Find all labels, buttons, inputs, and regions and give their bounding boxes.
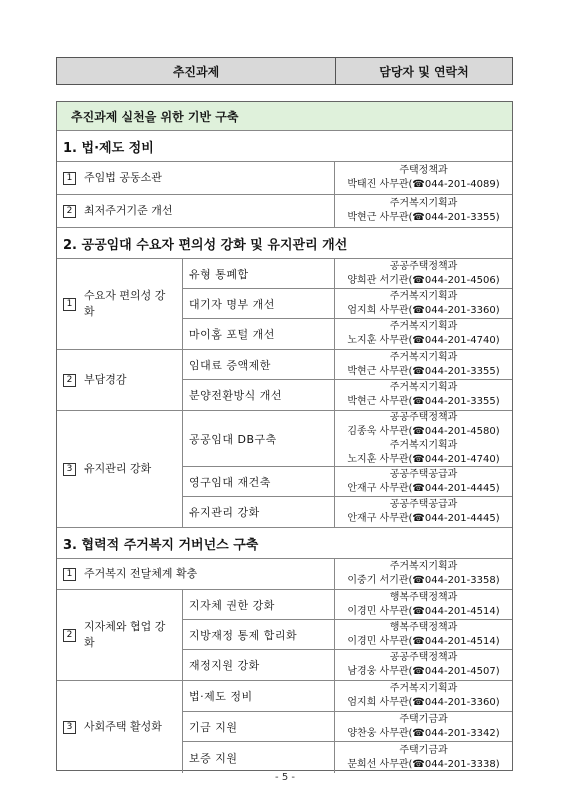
contact-column <box>335 350 512 410</box>
section-title: 3. 협력적 주거복지 거버넌스 구축 <box>57 528 512 559</box>
table-row <box>57 559 512 590</box>
contact-person: 이경민 사무관(☎044-201-4514) <box>347 635 500 647</box>
dept-name: 주거복지기획과 <box>389 382 458 393</box>
contact-person: 남경웅 사무관(☎044-201-4507) <box>347 666 500 677</box>
contact-person: 엄지희 사무관(☎044-201-3360) <box>347 304 500 316</box>
number-box: 1 <box>63 172 76 185</box>
table-row <box>57 350 512 411</box>
dept-name: 주택기금과 <box>399 744 448 756</box>
contact-person: 이중기 서기관(☎044-201-3358) <box>347 575 500 586</box>
dept-name: 주거복지기획과 <box>389 439 458 451</box>
contact-cell <box>335 467 512 497</box>
section-foundation-title: 추진과제 실천을 위한 기반 구축 <box>57 102 512 131</box>
subtask: 재정지원 강화 <box>189 659 260 672</box>
contact-column <box>335 259 512 349</box>
contact-cell <box>335 620 512 650</box>
dept-name: 공공주택공급과 <box>389 468 458 480</box>
subtask: 지방재정 통제 합리화 <box>183 620 334 650</box>
contact-person: 엄지희 사무관(☎044-201-3360) <box>347 697 500 708</box>
contact-person: 노지훈 사무관(☎044-201-4740) <box>347 335 500 346</box>
contact-column <box>335 590 512 680</box>
contact-cell <box>335 681 512 712</box>
dept-name: 주택기금과 <box>399 713 448 725</box>
contact-person: 문희선 사무관(☎044-201-3338) <box>347 758 500 770</box>
subtask: 공공임대 DB구축 <box>183 411 334 467</box>
contact-person: 이경민 사무관(☎044-201-4514) <box>347 605 500 617</box>
table-row <box>57 259 512 350</box>
contact-cell <box>335 259 512 289</box>
contact-person: 박현근 사무관(☎044-201-3355) <box>347 396 500 407</box>
task-cell <box>57 162 335 194</box>
subtask: 대기자 명부 개선 <box>183 289 334 319</box>
task-label: 주임법 공동소관 <box>84 171 162 184</box>
contact-cell <box>335 195 512 227</box>
contact-cell <box>335 742 512 773</box>
contact-cell <box>335 319 512 349</box>
dept-name: 행복주택정책과 <box>389 621 458 633</box>
group-label: 유지관리 강화 <box>84 462 152 475</box>
dept-name: 행복주택정책과 <box>389 591 458 603</box>
dept-name: 공공주택정책과 <box>389 411 458 423</box>
subtask-column <box>183 411 335 527</box>
subtask-column <box>183 681 335 773</box>
group-cell <box>57 411 183 527</box>
dept-name: 주거복지기획과 <box>389 561 458 572</box>
number-box: 1 <box>63 568 76 581</box>
contact-cell <box>335 162 512 194</box>
subtask-column <box>183 590 335 680</box>
subtask-column <box>183 350 335 410</box>
group-label: 부담경감 <box>84 373 127 386</box>
subtask-column <box>183 259 335 349</box>
contact-cell <box>335 650 512 680</box>
table-row <box>57 162 512 195</box>
contact-cell <box>335 350 512 380</box>
task-label: 주거복지 전달체계 확충 <box>84 567 198 580</box>
contact-person: 양찬웅 사무관(☎044-201-3342) <box>347 727 500 739</box>
contact-cell <box>335 411 512 467</box>
dept-name: 주거복지기획과 <box>389 290 458 302</box>
contact-cell <box>335 380 512 410</box>
dept-name: 주택정책과 <box>399 165 448 176</box>
contact-person: 박현근 사무관(☎044-201-3355) <box>347 365 500 377</box>
contact-column <box>335 681 512 773</box>
dept-name: 공공주택정책과 <box>389 652 458 663</box>
contact-person: 안재구 사무관(☎044-201-4445) <box>347 513 500 524</box>
contact-cell <box>335 497 512 527</box>
table-row <box>57 590 512 681</box>
dept-name: 주거복지기획과 <box>389 321 458 332</box>
table-row <box>57 681 512 773</box>
contact-person: 박태진 사무관(☎044-201-4089) <box>347 179 500 190</box>
group-cell <box>57 259 183 349</box>
group-cell <box>57 590 183 680</box>
contact-column <box>335 411 512 527</box>
number-box: 1 <box>63 298 76 311</box>
table-row <box>57 411 512 528</box>
subtask: 보증 지원 <box>189 751 238 765</box>
section-title: 2. 공공임대 수요자 편의성 강화 및 유지관리 개선 <box>57 228 512 259</box>
group-label: 지자체와 협업 강화 <box>84 620 166 649</box>
subtask: 법·제도 정비 <box>183 681 334 712</box>
contact-cell <box>335 712 512 742</box>
dept-name: 공공주택정책과 <box>389 260 458 272</box>
subtask: 임대료 증액제한 <box>183 350 334 380</box>
page-number: - 5 - <box>275 772 295 783</box>
contact-cell <box>335 590 512 620</box>
task-table <box>56 101 513 771</box>
subtask: 분양전환방식 개선 <box>189 389 283 402</box>
group-cell <box>57 350 183 410</box>
header-contact: 담당자 및 연락처 <box>379 64 469 79</box>
contact-cell <box>335 559 512 589</box>
subtask: 기금 지원 <box>183 712 334 742</box>
table-header <box>56 57 513 85</box>
contact-cell <box>335 289 512 319</box>
contact-person: 김종욱 사무관(☎044-201-4580) <box>347 425 500 437</box>
number-box: 2 <box>63 629 76 642</box>
number-box: 2 <box>63 205 76 218</box>
group-label: 수요자 편의성 강화 <box>84 289 166 318</box>
subtask: 유지관리 강화 <box>189 506 260 519</box>
contact-person: 안재구 사무관(☎044-201-4445) <box>347 482 500 494</box>
group-label: 사회주택 활성화 <box>84 720 162 733</box>
subtask: 지자체 권한 강화 <box>183 590 334 620</box>
subtask: 영구임대 재건축 <box>183 467 334 497</box>
header-task: 추진과제 <box>57 58 336 84</box>
contact-person: 양희관 서기관(☎044-201-4506) <box>347 274 500 286</box>
task-cell <box>57 195 335 227</box>
dept-name: 주거복지기획과 <box>389 351 458 363</box>
number-box: 3 <box>63 463 76 476</box>
subtask: 유형 통폐합 <box>183 259 334 289</box>
dept-name: 공공주택공급과 <box>389 499 458 510</box>
number-box: 3 <box>63 721 76 734</box>
section-title: 1. 법·제도 정비 <box>57 131 512 162</box>
group-cell <box>57 681 183 773</box>
task-label: 최저주거기준 개선 <box>84 204 173 217</box>
table-row <box>57 195 512 228</box>
contact-person: 노지훈 사무관(☎044-201-4740) <box>347 453 500 465</box>
dept-name: 주거복지기획과 <box>389 683 458 694</box>
task-cell <box>57 559 335 589</box>
number-box: 2 <box>63 374 76 387</box>
contact-person: 박현근 사무관(☎044-201-3355) <box>347 212 500 223</box>
subtask: 마이홈 포털 개선 <box>189 328 275 341</box>
dept-name: 주거복지기획과 <box>389 198 458 209</box>
